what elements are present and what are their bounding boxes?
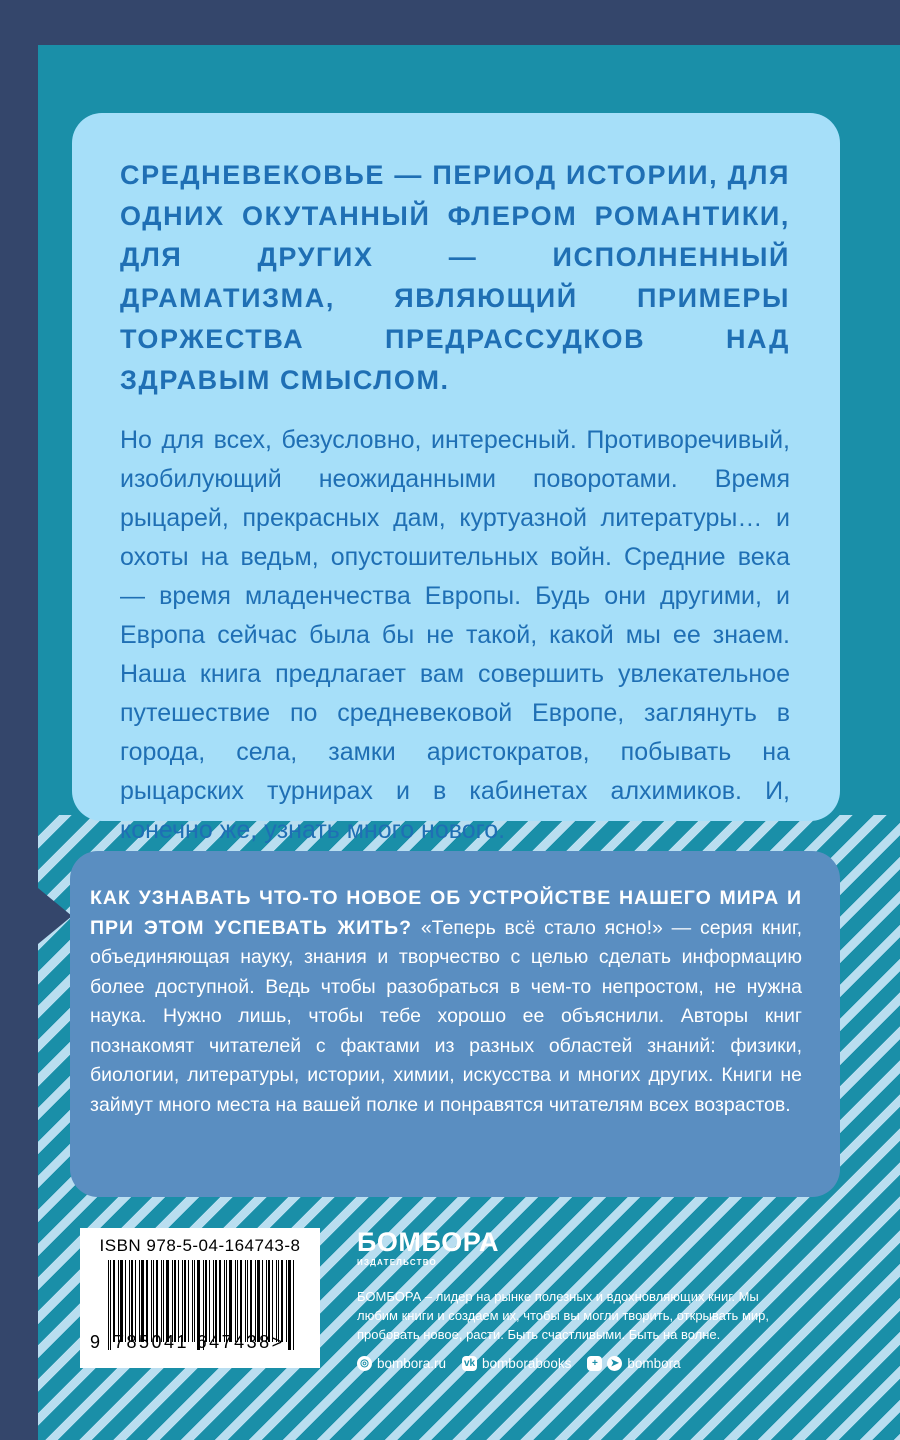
barcode-bar [178,1260,179,1342]
barcode-bar [141,1260,144,1342]
barcode-bar [226,1260,227,1342]
barcode-bar [229,1260,232,1342]
barcode-bar [266,1260,267,1342]
site-link[interactable] [357,1356,446,1371]
barcode-bar [131,1260,133,1342]
barcode-bar [188,1260,189,1342]
barcode-bar [276,1260,277,1342]
vk-link-label: bomborabooks [482,1356,572,1371]
barcode-bar [163,1260,164,1342]
barcode-bar [108,1260,109,1350]
barcode-bar [184,1260,186,1342]
barcode-bar [192,1260,193,1342]
barcode-bar [247,1260,248,1342]
telegram-link-label: bombora [627,1356,681,1371]
telegram-link[interactable] [587,1356,680,1371]
barcode-bar [151,1260,152,1342]
barcode-bar [237,1260,238,1342]
barcode-bar [161,1260,162,1342]
barcode-bar [235,1260,236,1342]
vk-link[interactable] [462,1356,571,1371]
barcode-bar [172,1260,173,1342]
barcode-bars [108,1260,310,1342]
barcode-box [80,1228,320,1368]
bookmark-notch [38,888,72,944]
annotation-lead: СРЕДНЕВЕКОВЬЕ — ПЕРИОД ИСТОРИИ, ДЛЯ ОДНИХ ОКУТАННЫЙ ФЛЕРОМ РОМАНТИКИ, ДЛЯ ДРУГИХ — ИСПОЛНЕННЫЙ ДРАМАТИЗМА, ЯВЛЯЮЩИЙ ПРИМЕРЫ ТОРЖЕСТВА ПРЕДРАССУДКОВ НАД ЗДРАВЫМ СМЫСЛОМ. [120,160,790,395]
barcode-bar [209,1260,210,1342]
barcode-bar [281,1260,283,1342]
barcode-bar [272,1260,273,1342]
vk-icon: vk [463,1358,476,1369]
barcode-bar [215,1260,217,1342]
barcode-bar [135,1260,136,1342]
barcode-lead-digit: 9 [90,1332,103,1352]
series-description [90,884,802,1120]
barcode-bar [194,1260,195,1342]
barcode-bar [257,1260,260,1342]
barcode-bar [174,1260,176,1342]
barcode-bar [120,1260,123,1342]
annotation-box [72,113,840,844]
isbn-label: ISBN 978-5-04-164743-8 [99,1236,301,1255]
barcode-bar [245,1260,246,1342]
barcode-bar [268,1260,270,1342]
barcode-bar [139,1260,140,1342]
barcode-bar [262,1260,263,1342]
barcode-bar [118,1260,119,1342]
barcode-bar [286,1260,287,1342]
barcode-bar [182,1260,183,1342]
barcode-bar [129,1260,130,1342]
series-box [70,851,840,1197]
barcode-bar [240,1260,242,1342]
annotation-body: Но для всех, безусловно, интересный. Противоречивый, изобилующий неожиданными поворотами. Время рыцарей, прекрасных дам, куртуазной литературы… и охоты на ведьм, опустошительных войн. Средние века — время младенчества Европы. Будь они другими, и Европа сейчас была бы не такой, какой мы ее знаем. Наша книга предлагает вам совершить увлекательное путешествие по средневековой Европе, заглянуть в города, села, замки аристократов, побывать на рыцарских турнирах и в кабинетах алхимиков. И, конечно же, узнать много нового. [120,426,790,844]
barcode-bar [250,1260,252,1342]
barcode-bar [125,1260,126,1342]
barcode-bar [110,1260,111,1350]
barcode-bar [205,1260,207,1342]
social-links [357,1356,797,1371]
series-question: КАК УЗНАВАТЬ ЧТО-ТО НОВОЕ ОБ УСТРОЙСТВЕ НАШЕГО МИРА И ПРИ ЭТОМ УСПЕВАТЬ ЖИТЬ? [90,887,802,939]
series-body: «Теперь всё стало ясно!» — серия книг, объединяющая науку, знания и творчество с целью сделать информацию более доступной. Ведь чтобы разобраться в чем-то непростом, не нужна наука. Нужно лишь, чтобы тебе хорошо ее объяснили. Авторы книг познакомят читателей с фактами из разных областей знаний: физики, биологии, литературы, истории, химии, искусства и многих других. Книги не займут много места на вашей полке и понравятся читателям всех возрастов. [90,916,802,1116]
barcode-bar [278,1260,279,1342]
plus-icon: + [587,1356,602,1371]
barcode-bar [293,1260,294,1350]
publisher-description: БОМБОРА – лидер на рынке полезных и вдохновляющих книг. Мы любим книги и создаем их, чтобы вы могли творить, открывать мир, пробовать новое, расти. Быть счастливыми. Быть на волне. [357,1289,769,1342]
barcode-bar [255,1260,256,1342]
barcode-number-text: 785041 647438 [114,1332,272,1352]
barcode-bar [156,1260,158,1342]
publisher-block [357,1228,797,1371]
publisher-logo-subtitle: ИЗДАТЕЛЬСТВО [357,1258,437,1267]
barcode-bar [213,1260,214,1342]
publisher-logo: БОМБОРА [357,1227,499,1257]
barcode-bar [224,1260,225,1342]
barcode-arrow: > [271,1332,285,1352]
barcode-bar [113,1260,115,1342]
telegram-icon: ➤ [607,1356,622,1371]
barcode-bar [288,1260,291,1350]
barcode-bar [153,1260,154,1342]
site-link-label: bombora.ru [377,1356,447,1371]
barcode-bar [166,1260,169,1342]
barcode-number [114,1332,285,1353]
globe-icon: ◎ [357,1356,372,1371]
barcode-bar [219,1260,221,1342]
barcode-bar [146,1260,148,1342]
